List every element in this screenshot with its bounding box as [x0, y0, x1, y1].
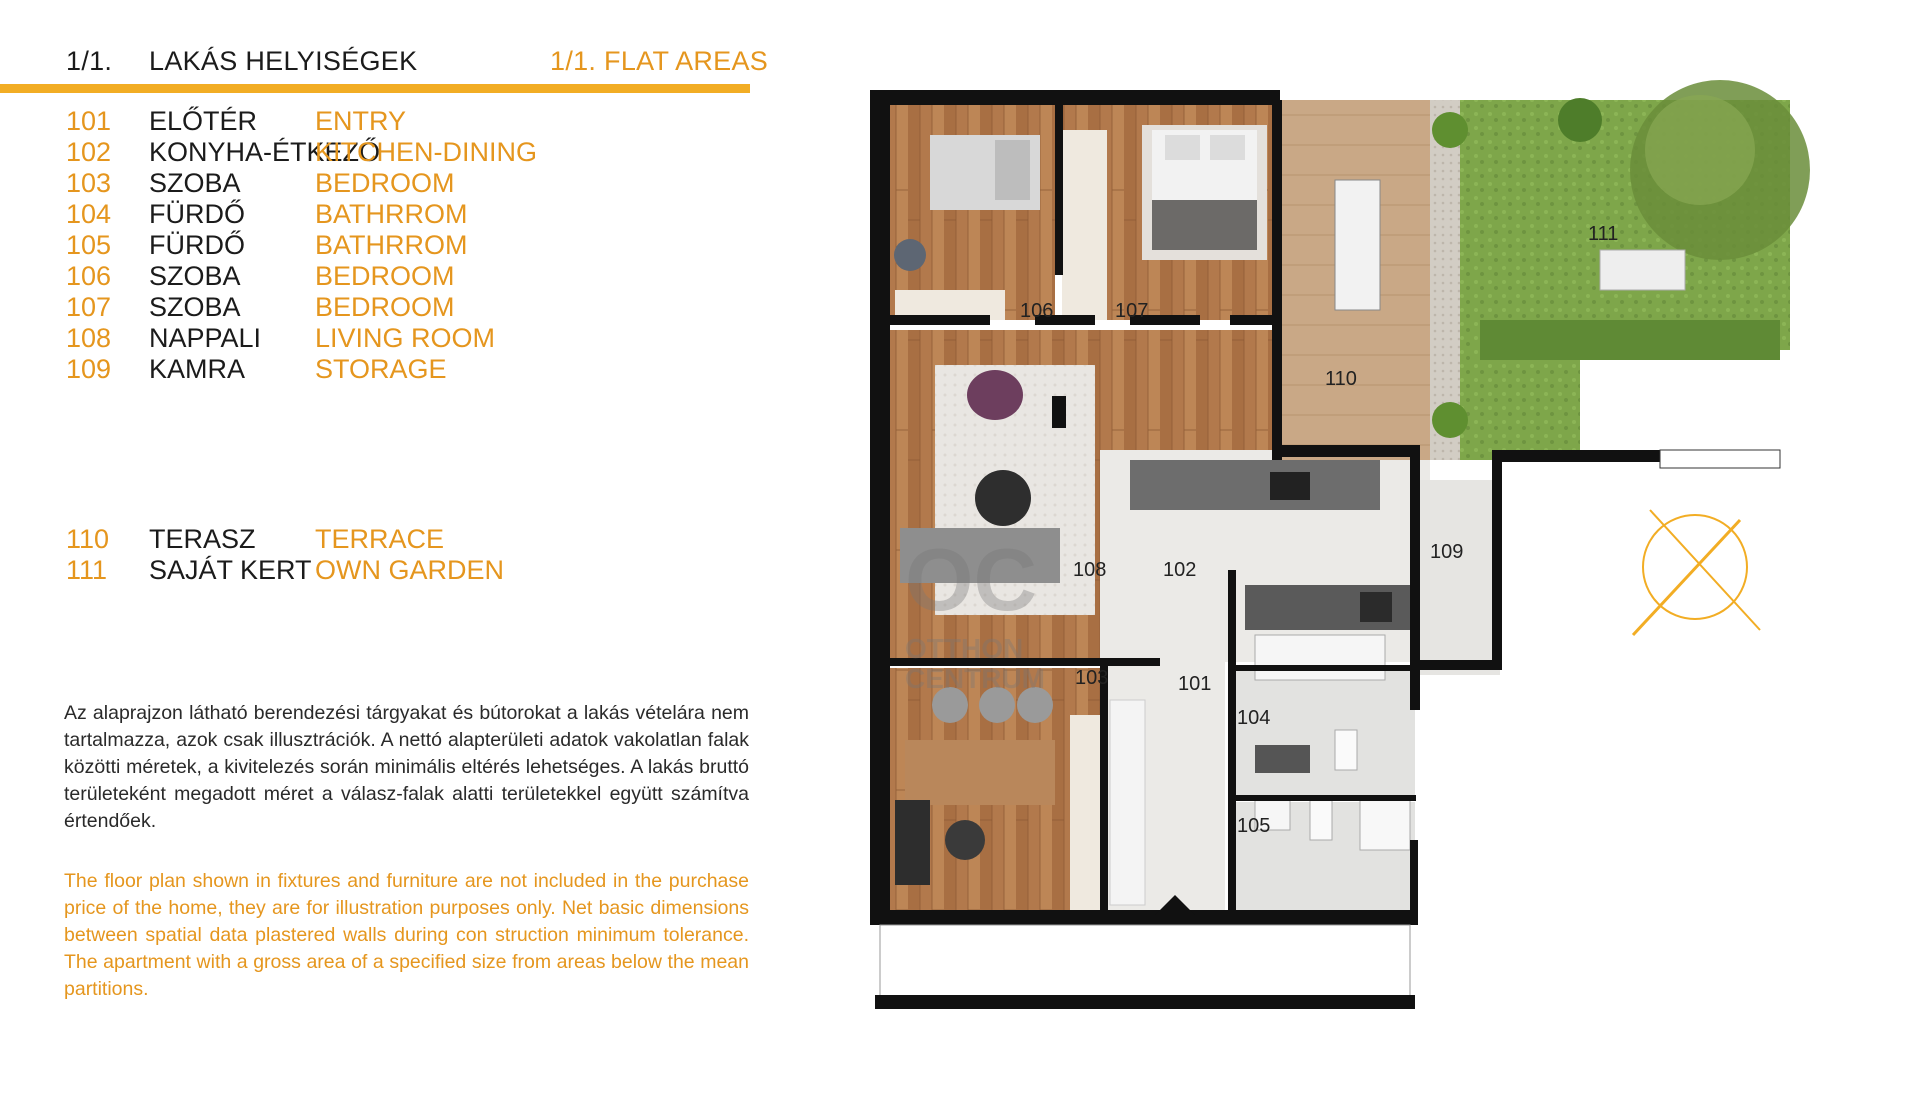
bed-room-107: [1142, 125, 1267, 260]
wardrobe-room-107: [1062, 130, 1107, 320]
plan-label-111: 111: [1588, 223, 1619, 245]
shelf-room-103: [895, 800, 930, 885]
room-name-hu: TERASZ: [149, 524, 256, 554]
kitchen-island: [1130, 460, 1380, 510]
bed-room-106: [930, 135, 1040, 210]
room-name-hu: NAPPALI: [149, 323, 262, 353]
room-number: 101: [66, 106, 112, 136]
tv-unit: [1052, 396, 1066, 428]
room-name-en: LIVING ROOM: [315, 323, 496, 353]
room-name-en: BATHRROM: [315, 199, 468, 229]
room-name-en: ENTRY: [315, 106, 407, 136]
room-name-en: BEDROOM: [315, 168, 455, 198]
plan-label-101: 101: [1178, 673, 1212, 695]
watermark-sub: CENTRUM: [905, 663, 1045, 694]
disclaimer-hu: Az alaprajzon látható berendezési tárgyakat és bútorokat a lakás vételára nem tartalmazza, azok csak illusztrációk. A nettó alapterületi adatok vakolatlan falak közötti méretek, a kivitelezés során minimális eltérés lehetséges. A lakás bruttó területeként megadott méret a válasz-falak alatti területekkel együtt számítva értendőek.: [64, 702, 749, 832]
floor-room-108-upper: [1100, 330, 1272, 450]
room-name-hu: KONYHA-ÉTKEZŐ: [149, 137, 381, 167]
entrance-landing: [880, 925, 1410, 1000]
room-name-hu: ELŐTÉR: [149, 106, 258, 136]
compass-icon: [1633, 510, 1760, 635]
watermark-mono: OC: [905, 530, 1037, 629]
disclaimer-en: The floor plan shown in fixtures and furniture are not included in the purchase price of the home, they are for illustration purposes only. Net basic dimensions between spatial data plastered walls during con struction minimum tolerance. The apartment with a gross area of a specified size from areas below the mean partitions.: [64, 870, 749, 1000]
room-number: 107: [66, 292, 112, 322]
watermark-brand: OTTHON: [905, 633, 1024, 664]
room-name-hu: FÜRDŐ: [149, 230, 245, 260]
plan-label-102: 102: [1163, 559, 1197, 581]
garden-shrub: [1432, 112, 1468, 148]
room-number: 109: [66, 354, 112, 384]
garden-lower: [1460, 350, 1580, 460]
terrace-table: [1335, 180, 1380, 310]
garden-tree-highlight: [1645, 95, 1755, 205]
room-name-en: TERRACE: [315, 524, 445, 554]
plan-label-109: 109: [1430, 541, 1464, 563]
desk-room-103: [905, 740, 1055, 805]
washbasin-104: [1255, 745, 1310, 773]
room-name-hu: SZOBA: [149, 261, 241, 291]
room-name-en: STORAGE: [315, 354, 447, 384]
room-number: 111: [66, 555, 108, 585]
sun-lounger: [1600, 250, 1685, 290]
balcony-wall: [875, 995, 1415, 1009]
header-number: 1/1.: [66, 46, 113, 76]
kitchen-sink: [1360, 592, 1392, 622]
room-number: 104: [66, 199, 112, 229]
entry-cabinet: [1110, 700, 1145, 905]
coffee-table: [975, 470, 1031, 526]
plan-label-108: 108: [1073, 559, 1107, 581]
garden-shrub: [1432, 402, 1468, 438]
room-number: 108: [66, 323, 112, 353]
plan-label-105: 105: [1237, 815, 1271, 837]
plan-label-104: 104: [1237, 707, 1271, 729]
room-name-en: BEDROOM: [315, 292, 455, 322]
room-name-hu: FÜRDŐ: [149, 199, 245, 229]
toilet-105: [1310, 800, 1332, 840]
floor-room-109: [1420, 480, 1500, 675]
header-title-en: 1/1. FLAT AREAS: [550, 46, 769, 76]
plan-label-106: 106: [1020, 300, 1054, 322]
room-number: 103: [66, 168, 112, 198]
header-title-text: LAKÁS HELYISÉGEK: [149, 46, 418, 76]
cooktop: [1270, 472, 1310, 500]
room-name-en: BATHRROM: [315, 230, 468, 260]
plan-label-103: 103: [1075, 667, 1109, 689]
room-name-hu: KAMRA: [149, 354, 246, 384]
room-name-en: OWN GARDEN: [315, 555, 504, 585]
room-number: 105: [66, 230, 112, 260]
room-name-en: BEDROOM: [315, 261, 455, 291]
room-name-hu: SZOBA: [149, 168, 241, 198]
room-name-en: KITCHEN-DINING: [315, 137, 537, 167]
armchair-icon: [967, 370, 1023, 420]
room-number: 110: [66, 524, 110, 554]
office-chair: [945, 820, 985, 860]
toilet-104: [1335, 730, 1357, 770]
plan-label-107: 107: [1115, 300, 1149, 322]
floor-room-104: [1235, 670, 1415, 795]
chair-room-106: [894, 239, 926, 271]
shower-105: [1360, 800, 1410, 850]
plan-label-110: 110: [1325, 368, 1357, 390]
room-number: 106: [66, 261, 112, 291]
room-name-hu: SAJÁT KERT: [149, 555, 312, 585]
window: [1660, 450, 1780, 468]
garden-shrub: [1558, 98, 1602, 142]
header-rule: [0, 84, 750, 93]
room-number: 102: [66, 137, 112, 167]
bathtub: [1255, 635, 1385, 680]
header-title-hu: [66, 46, 417, 77]
room-name-hu: SZOBA: [149, 292, 241, 322]
wardrobe-room-103: [1070, 715, 1102, 915]
floor-plan: [800, 40, 1920, 1020]
garden-hedge: [1480, 320, 1780, 360]
